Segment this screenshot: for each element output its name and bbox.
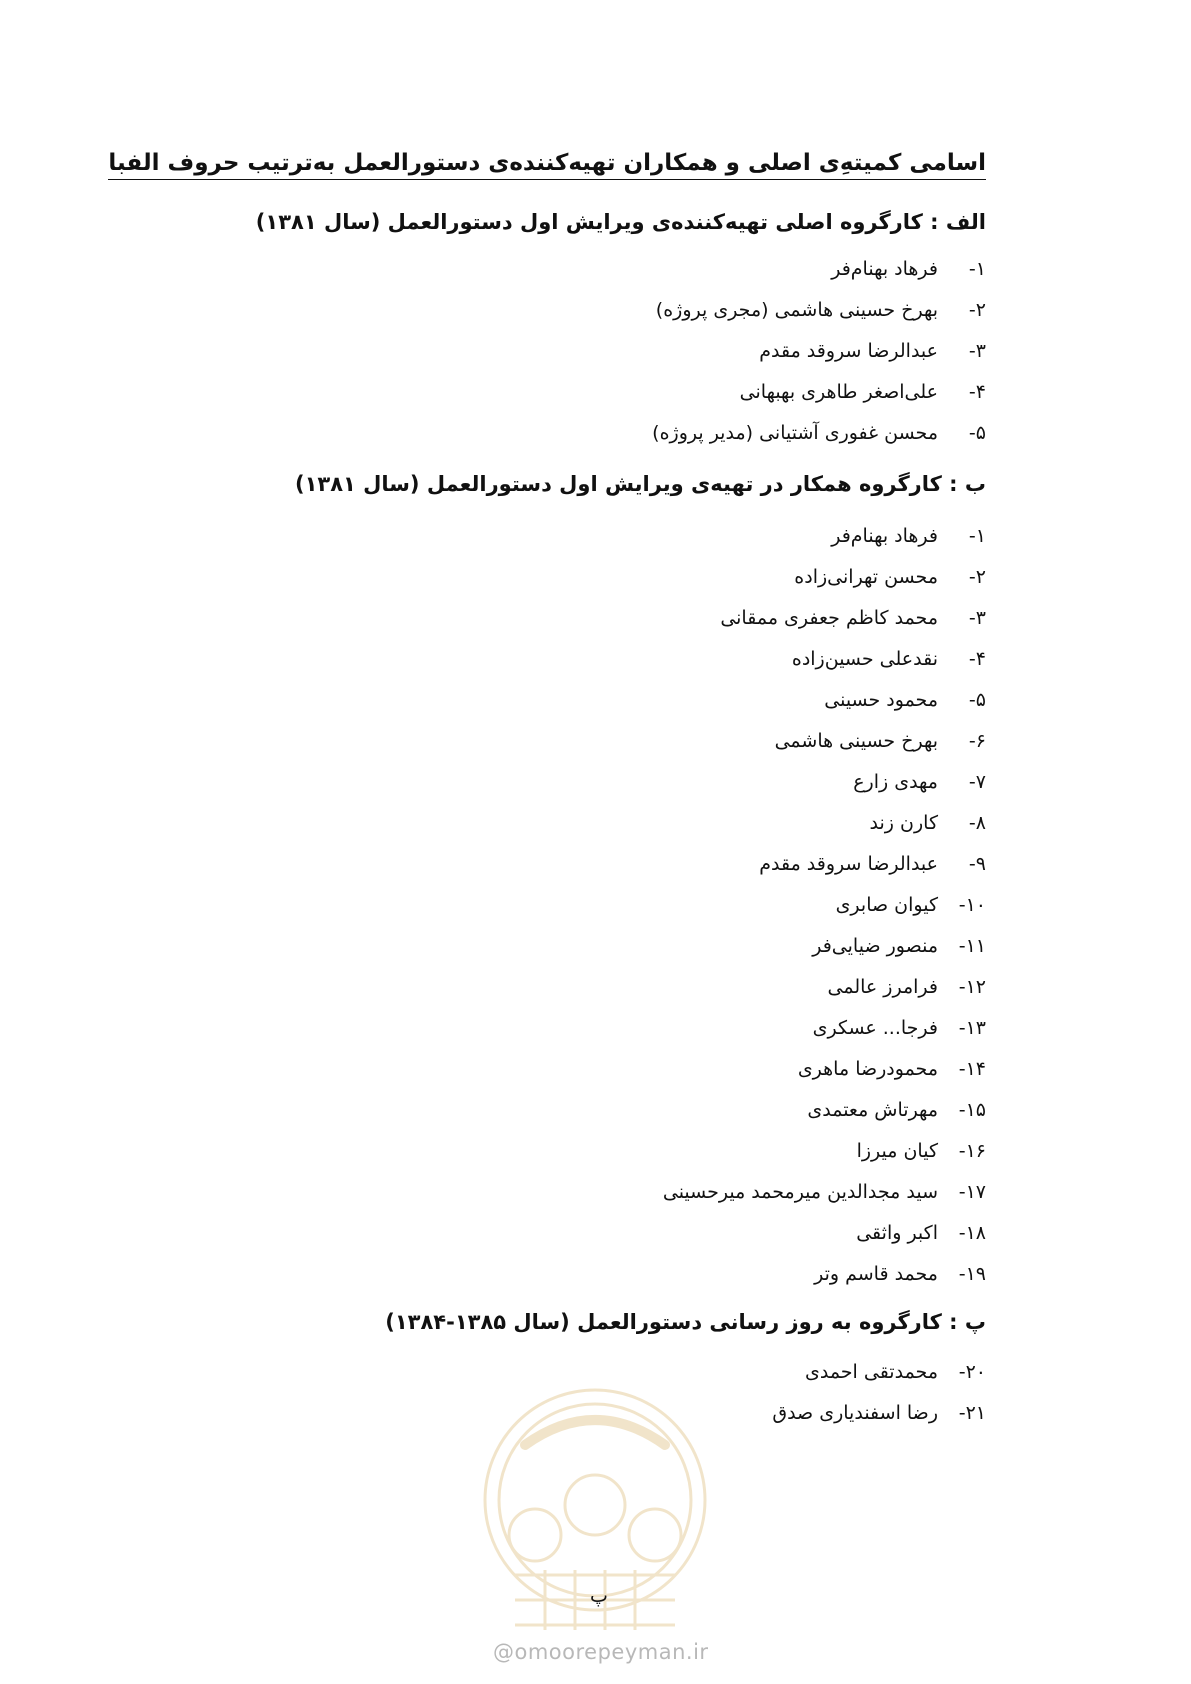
- item-name: محمودرضا ماهری: [797, 1058, 938, 1080]
- item-number: ۱۶-: [958, 1140, 986, 1162]
- item-name: محسن تهرانی‌زاده: [794, 566, 938, 588]
- item-number: ۶-: [968, 730, 986, 752]
- list-item: [775, 730, 986, 752]
- item-number: ۲۰-: [958, 1361, 986, 1383]
- list-item: [831, 525, 986, 547]
- item-number: ۵-: [968, 422, 986, 444]
- item-number: ۱۲-: [958, 976, 986, 998]
- item-name: بهرخ حسینی هاشمی: [774, 730, 938, 752]
- list-item: [740, 381, 986, 403]
- section-heading-c: پ : کارگروه به روز رسانی دستورالعمل (سال ۱۳۸۵-۱۳۸۴): [385, 1310, 986, 1334]
- item-number: ۵-: [968, 689, 986, 711]
- item-name: محسن غفوری آشتیانی (مدیر پروژه): [652, 422, 938, 444]
- item-number: ۹-: [968, 853, 986, 875]
- item-name: کیوان صابری: [835, 894, 938, 916]
- item-number: ۱۷-: [958, 1181, 986, 1203]
- list-item: [856, 1222, 986, 1244]
- item-name: محمد کاظم جعفری ممقانی: [720, 607, 938, 629]
- list-item: [853, 771, 986, 793]
- item-number: ۱۹-: [958, 1263, 986, 1285]
- item-name: اکبر واثقی: [856, 1222, 938, 1244]
- list-item: [813, 1017, 986, 1039]
- page-number: پ: [590, 1585, 608, 1607]
- item-name: محمد قاسم وتر: [814, 1263, 938, 1285]
- list-item: [805, 1361, 986, 1383]
- list-item: [652, 422, 986, 444]
- list-item: [798, 1058, 986, 1080]
- section-heading-a: الف : کارگروه اصلی تهیه‌کننده‌ی ویرایش اول دستورالعمل (سال ۱۳۸۱): [255, 210, 986, 234]
- section-heading-b: ب : کارگروه همکار در تهیه‌ی ویرایش اول دستورالعمل (سال ۱۳۸۱): [294, 472, 986, 496]
- item-name: مهدی زارع: [853, 771, 938, 793]
- item-name: فرامرز عالمی: [827, 976, 938, 998]
- item-number: ۱۱-: [958, 935, 986, 957]
- list-item: [720, 607, 986, 629]
- item-number: ۱-: [968, 258, 986, 280]
- list-item: [870, 812, 986, 834]
- item-name: رضا اسفندیاری صدق: [772, 1402, 938, 1424]
- item-number: ۱۰-: [958, 894, 986, 916]
- item-name: علی‌اصغر طاهری بهبهانی: [739, 381, 938, 403]
- list-item: [812, 935, 986, 957]
- item-name: فرجا... عسکری: [812, 1017, 938, 1039]
- list-item: [772, 1402, 986, 1424]
- list-item: [857, 1140, 986, 1162]
- item-number: ۱۸-: [958, 1222, 986, 1244]
- page-title: اسامی کمیتهِ‌ی اصلی و همکاران تهیه‌کننده‌ی دستورالعمل به‌ترتیب حروف الفبا: [108, 150, 986, 180]
- list-item: [792, 648, 986, 670]
- list-item: [663, 1181, 986, 1203]
- item-name: کیان میرزا: [856, 1140, 938, 1162]
- watermark-site-text: omoorepeyman.ir: [514, 1640, 709, 1664]
- item-name: نقدعلی حسین‌زاده: [791, 648, 938, 670]
- list-item: [824, 689, 986, 711]
- item-name: فرهاد بهنام‌فر: [831, 525, 938, 547]
- list-item: [828, 976, 986, 998]
- item-number: ۷-: [968, 771, 986, 793]
- list-item: [836, 894, 986, 916]
- list-item: [759, 853, 986, 875]
- item-name: عبدالرضا سروقد مقدم: [759, 340, 938, 362]
- item-name: فرهاد بهنام‌فر: [831, 258, 938, 280]
- watermark-logo: [475, 1375, 715, 1655]
- item-number: ۴-: [968, 648, 986, 670]
- item-number: ۸-: [968, 812, 986, 834]
- item-number: ۱۵-: [958, 1099, 986, 1121]
- watermark-site: [493, 1640, 709, 1664]
- item-name: مهرتاش معتمدی: [807, 1099, 938, 1121]
- item-name: عبدالرضا سروقد مقدم: [759, 853, 938, 875]
- item-name: محمدتقی احمدی: [804, 1361, 938, 1383]
- item-name: بهرخ حسینی هاشمی (مجری پروژه): [655, 299, 938, 321]
- list-item: [794, 566, 986, 588]
- item-number: ۴-: [968, 381, 986, 403]
- item-number: ۱۴-: [958, 1058, 986, 1080]
- item-number: ۲۱-: [958, 1402, 986, 1424]
- item-number: ۳-: [968, 607, 986, 629]
- item-name: منصور ضیایی‌فر: [812, 935, 938, 957]
- item-name: سید مجدالدین میرمحمد میرحسینی: [662, 1181, 938, 1203]
- list-item: [807, 1099, 986, 1121]
- item-number: ۲-: [968, 566, 986, 588]
- list-item: [759, 340, 986, 362]
- item-number: ۱۳-: [958, 1017, 986, 1039]
- list-item: [656, 299, 986, 321]
- item-name: کارن زند: [869, 812, 938, 834]
- item-number: ۲-: [968, 299, 986, 321]
- item-number: ۱-: [968, 525, 986, 547]
- list-item: [831, 258, 986, 280]
- at-icon: @: [493, 1640, 515, 1664]
- item-name: محمود حسینی: [824, 689, 938, 711]
- item-number: ۳-: [968, 340, 986, 362]
- list-item: [814, 1263, 986, 1285]
